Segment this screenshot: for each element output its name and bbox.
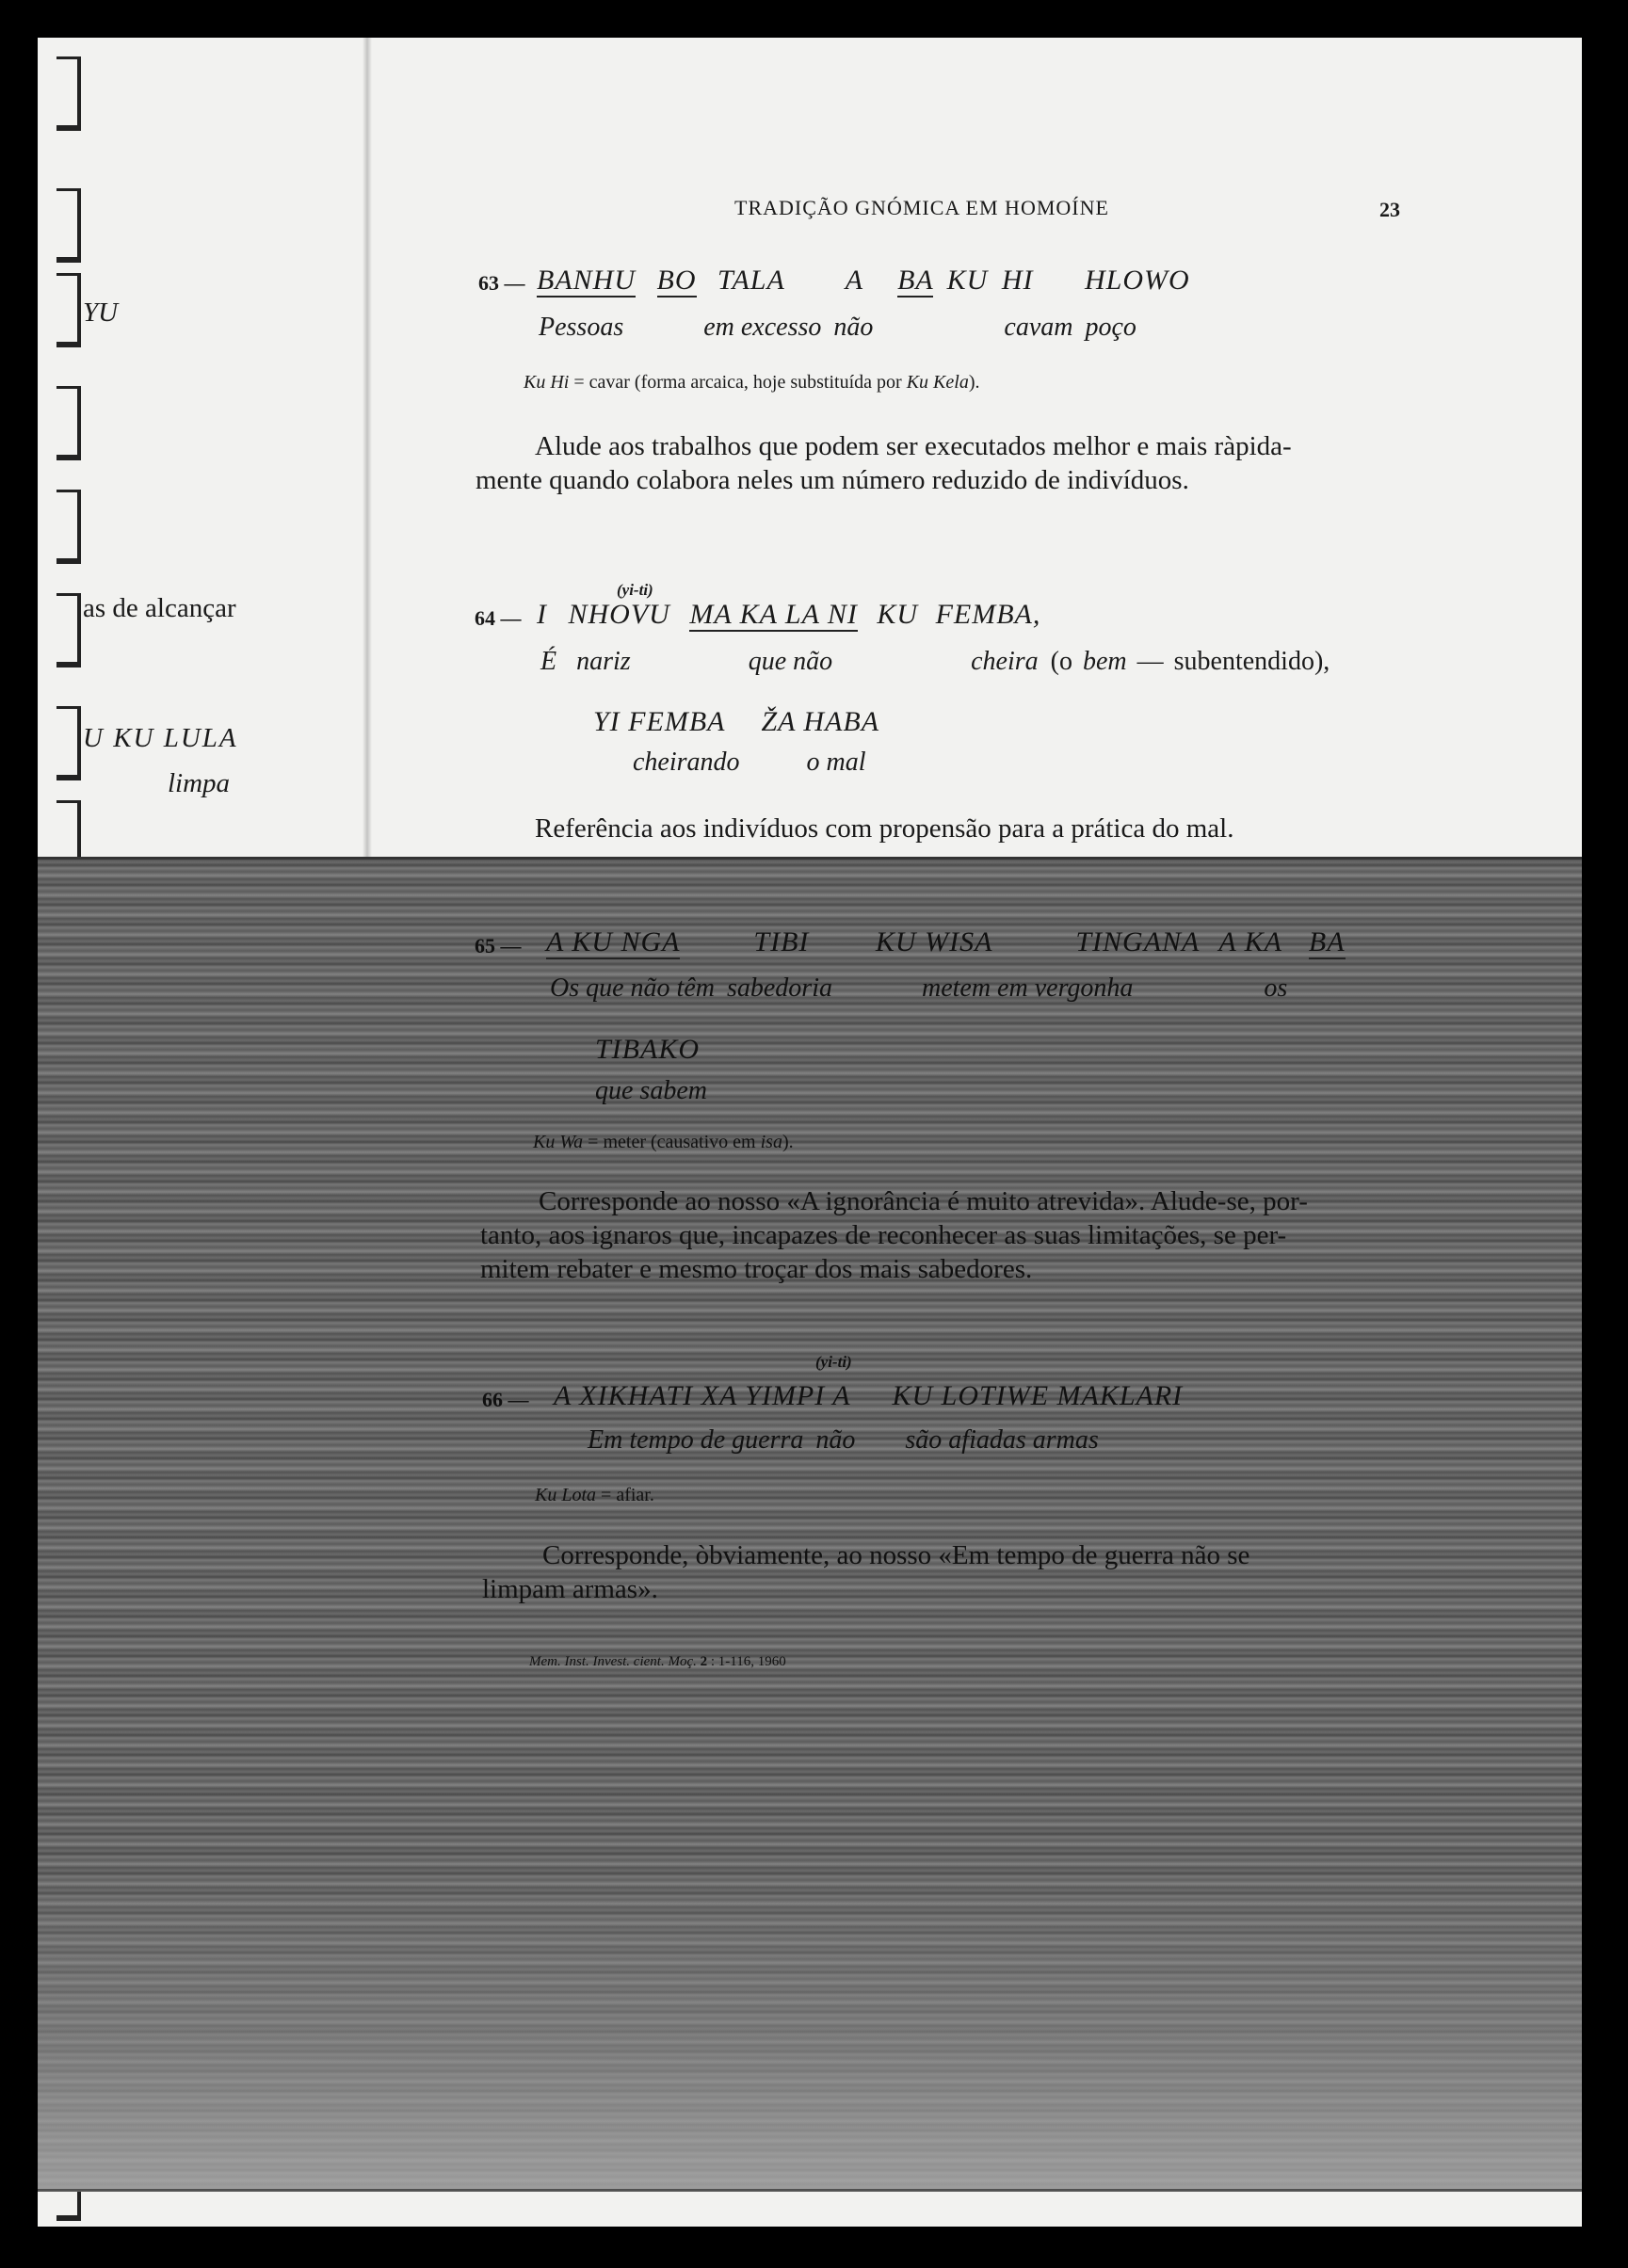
comment-line: tanto, aos ignaros que, incapazes de reconhecer as suas limitações, se per- [480, 1220, 1287, 1250]
comment-line: Corresponde, òbviamente, ao nosso «Em tempo de guerra não se [542, 1540, 1250, 1570]
proverb-line: I NHOVU MA KA LA NI KU FEMBA, [537, 599, 1041, 630]
superscript: (yi-ti) [815, 1353, 852, 1371]
scan-artifact-fade [38, 1864, 1582, 2189]
translation-line: É nariz que não cheira (o bem — subentendido), [540, 647, 1330, 676]
superscript: (yi-ti) [617, 581, 653, 599]
entry-number: 63 — [478, 271, 525, 295]
entry-number: 66 — [482, 1388, 529, 1411]
proverb-line: TIBAKO [595, 1034, 700, 1065]
note: Ku Wa = meter (causativo em isa). [533, 1132, 794, 1152]
citation: Mem. Inst. Invest. cient. Moç. 2 : 1-116, 1960 [529, 1654, 786, 1669]
translation-line: Pessoas em excesso não cavam poço [539, 313, 1136, 342]
entry-number: 65 — [475, 934, 522, 957]
translation-line: Os que não têm sabedoria metem em vergonha os [550, 973, 1288, 1003]
left-fragment: as de alcançar [83, 593, 236, 623]
translation-line: Em tempo de guerra não são afiadas armas [588, 1425, 1099, 1455]
running-header: TRADIÇÃO GNÓMICA EM HOMOÍNE [734, 196, 1109, 219]
proverb-line: YI FEMBA ŽA HABA [593, 706, 880, 737]
proverb-line: BANHU BO TALA A BA KU HI HLOWO [537, 265, 1190, 296]
left-fragment: U KU LULA [83, 723, 238, 753]
comment-line: Referência aos indivíduos com propensão para a prática do mal. [535, 813, 1234, 844]
left-fragment: limpa [168, 768, 231, 798]
proverb-line: A XIKHATI XA YIMPI A KU LOTIWE MAKLARI [554, 1380, 1184, 1411]
note: Ku Lota = afiar. [535, 1485, 654, 1505]
translation-line: que sabem [595, 1076, 707, 1105]
comment-line: limpam armas». [482, 1574, 658, 1604]
comment-line: Corresponde ao nosso «A ignorância é muito atrevida». Alude-se, por- [539, 1186, 1308, 1216]
entry-number: 64 — [475, 606, 522, 630]
comment-line: mitem rebater e mesmo troçar dos mais sabedores. [480, 1254, 1033, 1284]
translation-line: cheirando o mal [633, 748, 866, 777]
proverb-line: A KU NGA TIBI KU WISA TINGANA A KA BA [546, 926, 1346, 957]
left-fragment: YU [83, 298, 119, 328]
page-number: 23 [1379, 198, 1400, 221]
note: Ku Hi = cavar (forma arcaica, hoje substituída por Ku Kela). [524, 372, 980, 393]
comment-line: mente quando colabora neles um número reduzido de indivíduos. [476, 465, 1189, 495]
comment-line: Alude aos trabalhos que podem ser executados melhor e mais ràpida- [535, 431, 1292, 461]
